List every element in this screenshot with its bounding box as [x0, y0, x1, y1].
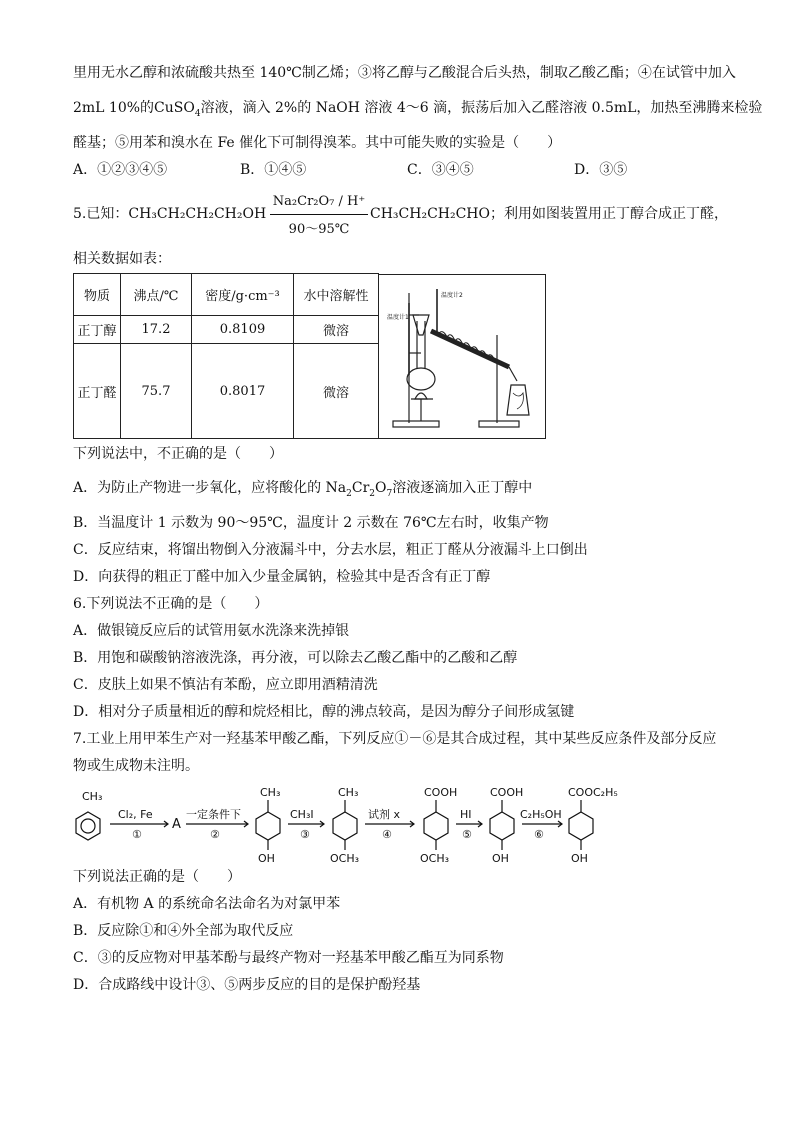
q4-line-3: 醛基；⑤用苯和溴水在 Fe 催化下可制得溴苯。其中可能失败的实验是（ ）	[73, 135, 562, 151]
q4-line-2b: 溶液，滴入 2%的 NaOH 溶液 4～6 滴，振荡后加入乙醛溶液 0.5mL，加热至沸腾来检验	[200, 100, 763, 116]
stand-base-1	[393, 421, 439, 427]
benzene-ring-3	[333, 812, 357, 840]
q6-option-b: B．用饱和碳酸钠溶液洗涤，再分液，可以除去乙酸乙酯中的乙酸和乙醇	[73, 650, 518, 666]
toluene-ch3-label: CH₃	[82, 790, 103, 803]
final-product-oh: OH	[571, 852, 588, 864]
step-1: ①	[132, 828, 142, 841]
table-cell: 正丁醇	[74, 316, 121, 344]
heating-burner	[415, 393, 427, 399]
q5-reactant: CH₃CH₂CH₂CH₂OH	[128, 206, 267, 222]
q4-line-2a: 2mL 10%的CuSO	[73, 100, 195, 116]
stand-base-2	[479, 421, 519, 427]
q5-option-c: C．反应结束，将馏出物倒入分液漏斗中，分去水层，粗正丁醛从分液漏斗上口倒出	[73, 542, 588, 558]
table-header: 物质	[74, 274, 121, 316]
q5-data-line: 相关数据如表：	[73, 251, 171, 267]
table-cell: 75.7	[121, 344, 192, 439]
product-2-ch3: CH₃	[260, 786, 281, 799]
table-cell: 0.8017	[192, 344, 294, 439]
q5-product: CH₃CH₂CH₂CHO；利用如图装置用正丁醇合成正丁醛，	[370, 206, 728, 222]
adapter	[509, 367, 517, 381]
q7-option-b: B．反应除①和④外全部为取代反应	[73, 923, 294, 939]
q4-line-2-sub: 4	[194, 108, 201, 119]
distillation-apparatus-figure	[378, 274, 546, 439]
q5-cond-bottom: 90～95℃	[288, 222, 350, 237]
q5-option-d: D．向获得的粗正丁醛中加入少量金属钠，检验其中是否含有正丁醇	[73, 569, 491, 585]
step-2: ②	[210, 828, 220, 841]
reagent-3: CH₃I	[290, 808, 314, 821]
table-cell: 微溶	[294, 316, 379, 344]
reagent-5: HI	[460, 808, 472, 821]
q7-synthesis-scheme	[68, 778, 698, 868]
q6-option-c: C．皮肤上如果不慎沾有苯酚，应立即用酒精清洗	[73, 677, 378, 693]
receiving-flask	[507, 385, 529, 415]
q4-option-b: B．①④⑤	[240, 162, 307, 178]
reagent-1: Cl₂, Fe	[118, 808, 153, 821]
table-header: 水中溶解性	[294, 274, 379, 316]
benzene-ring-2	[256, 812, 280, 840]
reagent-4: 试剂 x	[368, 808, 401, 821]
dropping-funnel	[413, 315, 429, 335]
q7-option-d: D．合成路线中设计③、⑤两步反应的目的是保护酚羟基	[73, 977, 421, 993]
product-3-ch3: CH₃	[338, 786, 359, 799]
q5-data-table	[73, 273, 379, 439]
q5-option-a-rest: 溶液逐滴加入正丁醇中	[392, 480, 533, 496]
q5-option-a-o: O	[375, 480, 387, 496]
q7-option-a: A．有机物 A 的系统命名法命名为对氯甲苯	[73, 896, 341, 912]
q7-title-line-2: 物或生成物未注明。	[73, 758, 199, 774]
product-3-och3: OCH₃	[330, 852, 360, 864]
table-header: 密度/g·cm⁻³	[192, 274, 294, 316]
flask	[407, 368, 435, 390]
thermometer-2-label: 温度计2	[441, 292, 463, 299]
compound-a: A	[172, 817, 181, 832]
q5-option-b: B．当温度计 1 示数为 90～95℃，温度计 2 示数在 76℃左右时，收集产物	[73, 515, 549, 531]
step-4: ④	[382, 828, 392, 841]
benzene-ring-toluene	[76, 812, 100, 840]
step-5: ⑤	[462, 828, 472, 841]
thermometer-1-label: 温度计1	[387, 314, 409, 321]
product-5-cooh: COOH	[490, 786, 524, 799]
q7-title-line-1: 7.工业上用甲苯生产对一羟基苯甲酸乙酯，下列反应①－⑥是其合成过程，其中某些反应条件及部分反应	[73, 731, 717, 747]
q4-option-d: D．③⑤	[574, 162, 628, 178]
q5-intro	[73, 205, 266, 223]
product-5-oh: OH	[492, 852, 509, 864]
q5-option-a-cr: Cr	[351, 480, 370, 496]
q5-cond-top: Na₂Cr₂O₇ / H⁺	[272, 194, 366, 209]
q7-option-c: C．③的反应物对甲基苯酚与最终产物对一羟基苯甲酸乙酯互为同系物	[73, 950, 504, 966]
synthesis-scheme-drawing	[68, 778, 698, 864]
q4-line-1: 里用无水乙醇和浓硫酸共热至 140℃制乙烯；③将乙醇与乙酸混合后头热，制取乙酸乙酯；④在试管中加入	[73, 65, 736, 81]
q5-intro-label: 5.已知：	[73, 206, 129, 222]
table-header: 沸点/℃	[121, 274, 192, 316]
final-product-ester: COOC₂H₅	[568, 786, 618, 799]
benzene-ring-5	[490, 812, 514, 840]
table-cell: 17.2	[121, 316, 192, 344]
q6-option-a: A．做银镜反应后的试管用氨水洗涤来洗掉银	[73, 623, 350, 639]
step-6: ⑥	[534, 828, 544, 841]
q4-option-a: A．①②③④⑤	[73, 162, 168, 178]
q7-question: 下列说法正确的是（ ）	[73, 869, 241, 885]
q5-question: 下列说法中，不正确的是（ ）	[73, 446, 283, 462]
reagent-6: C₂H₅OH	[520, 808, 562, 821]
q4-line-2	[73, 99, 762, 123]
benzene-ring-4	[424, 812, 448, 840]
table-cell: 0.8109	[192, 316, 294, 344]
benzene-ring-6	[569, 812, 593, 840]
product-2-oh: OH	[258, 852, 275, 864]
q4-option-c: C．③④⑤	[407, 162, 474, 178]
product-4-cooh: COOH	[424, 786, 458, 799]
product-4-och3: OCH₃	[420, 852, 450, 864]
q5-option-a-text: A．为防止产物进一步氧化，应将酸化的 Na	[73, 480, 347, 496]
step-3: ③	[300, 828, 310, 841]
reagent-2: 一定条件下	[186, 808, 241, 821]
table-cell: 正丁醛	[74, 344, 121, 439]
apparatus-drawing	[379, 275, 545, 438]
table-cell: 微溶	[294, 344, 379, 439]
q6-option-d: D．相对分子质量相近的醇和烷烃相比，醇的沸点较高，是因为醇分子间形成氢键	[73, 704, 575, 720]
q5-option-a: A．为防止产物进一步氧化，应将酸化的 $Na_2Cr_2O_7$溶液逐滴加入正丁醇中	[73, 480, 533, 499]
q6-title: 6.下列说法不正确的是（ ）	[73, 596, 269, 612]
q5-reaction-arrow	[270, 214, 368, 215]
